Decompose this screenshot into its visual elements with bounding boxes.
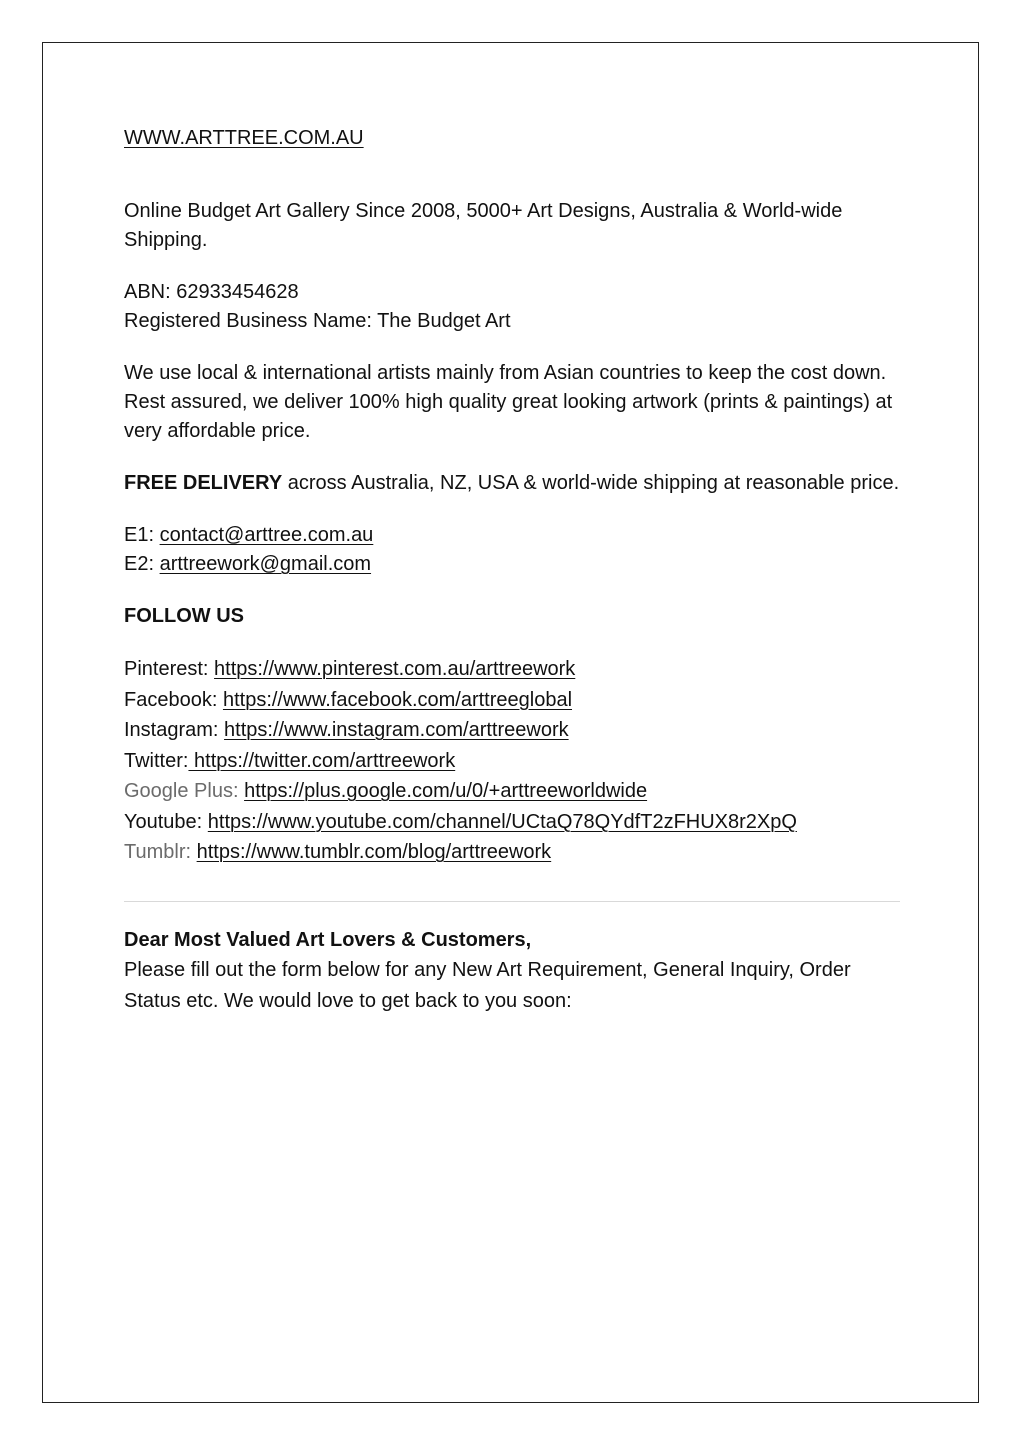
social-row-facebook xyxy=(124,685,900,716)
social-link-youtube[interactable]: https://www.youtube.com/channel/UCtaQ78QYdfT2zFHUX8r2XpQ xyxy=(207,810,797,833)
document-content xyxy=(124,124,900,1016)
site-url-link[interactable]: WWW.ARTTREE.COM.AU xyxy=(124,127,364,149)
social-link-instagram[interactable]: https://www.instagram.com/arttreework xyxy=(224,719,569,741)
closing-text: Please fill out the form below for any New Art Requirement, General Inquiry, Order Status etc. We would love to get back to you soon: xyxy=(124,959,851,1012)
social-label-instagram: Instagram: xyxy=(124,719,225,741)
social-link-google-plus[interactable]: https://plus.google.com/u/0/+arttreeworldwide xyxy=(244,780,648,802)
email-label-2: E2: xyxy=(124,553,160,575)
email-row-1 xyxy=(124,521,900,550)
social-row-youtube xyxy=(124,807,900,838)
free-delivery-label: FREE DELIVERY xyxy=(124,472,283,494)
section-divider xyxy=(124,901,900,902)
social-link-tumblr[interactable]: https://www.tumblr.com/blog/arttreework xyxy=(196,841,552,863)
social-link-twitter[interactable]: https://twitter.com/arttreework xyxy=(188,749,456,772)
email-link-2[interactable]: arttreework@gmail.com xyxy=(159,553,372,575)
social-row-google-plus xyxy=(124,776,900,807)
registered-name-text: Registered Business Name: The Budget Art xyxy=(124,310,511,332)
social-row-pinterest xyxy=(124,654,900,685)
delivery-paragraph xyxy=(124,469,900,498)
greeting-heading: Dear Most Valued Art Lovers & Customers, xyxy=(124,928,532,951)
intro-text: Online Budget Art Gallery Since 2008, 5000+ Art Designs, Australia & World-wide Shipping. xyxy=(124,200,843,251)
social-label-facebook: Facebook: xyxy=(124,688,223,711)
email-row-2 xyxy=(124,550,900,579)
abn-text: ABN: 62933454628 xyxy=(124,281,299,303)
social-label-google-plus: Google Plus: xyxy=(124,780,245,802)
social-label-tumblr: Tumblr: xyxy=(124,841,197,863)
social-row-instagram xyxy=(124,715,900,746)
social-row-tumblr xyxy=(124,837,900,868)
delivery-text: across Australia, NZ, USA & world-wide shipping at reasonable price. xyxy=(282,472,900,494)
about-text: We use local & international artists mainly from Asian countries to keep the cost down. Rest assured, we deliver 100% high quality great looking artwork (prints & paintings) at very affordable price. xyxy=(124,362,893,442)
follow-us-heading: FOLLOW US xyxy=(124,605,244,627)
social-label-youtube: Youtube: xyxy=(124,810,208,833)
site-url-paragraph xyxy=(124,124,900,153)
email-link-1[interactable]: contact@arttree.com.au xyxy=(159,524,374,546)
social-row-twitter xyxy=(124,746,900,777)
social-link-pinterest[interactable]: https://www.pinterest.com.au/arttreework xyxy=(214,658,576,680)
email-label-1: E1: xyxy=(124,524,160,546)
social-link-facebook[interactable]: https://www.facebook.com/arttreeglobal xyxy=(222,688,573,711)
social-label-twitter: Twitter: xyxy=(124,749,189,772)
social-label-pinterest: Pinterest: xyxy=(124,658,215,680)
